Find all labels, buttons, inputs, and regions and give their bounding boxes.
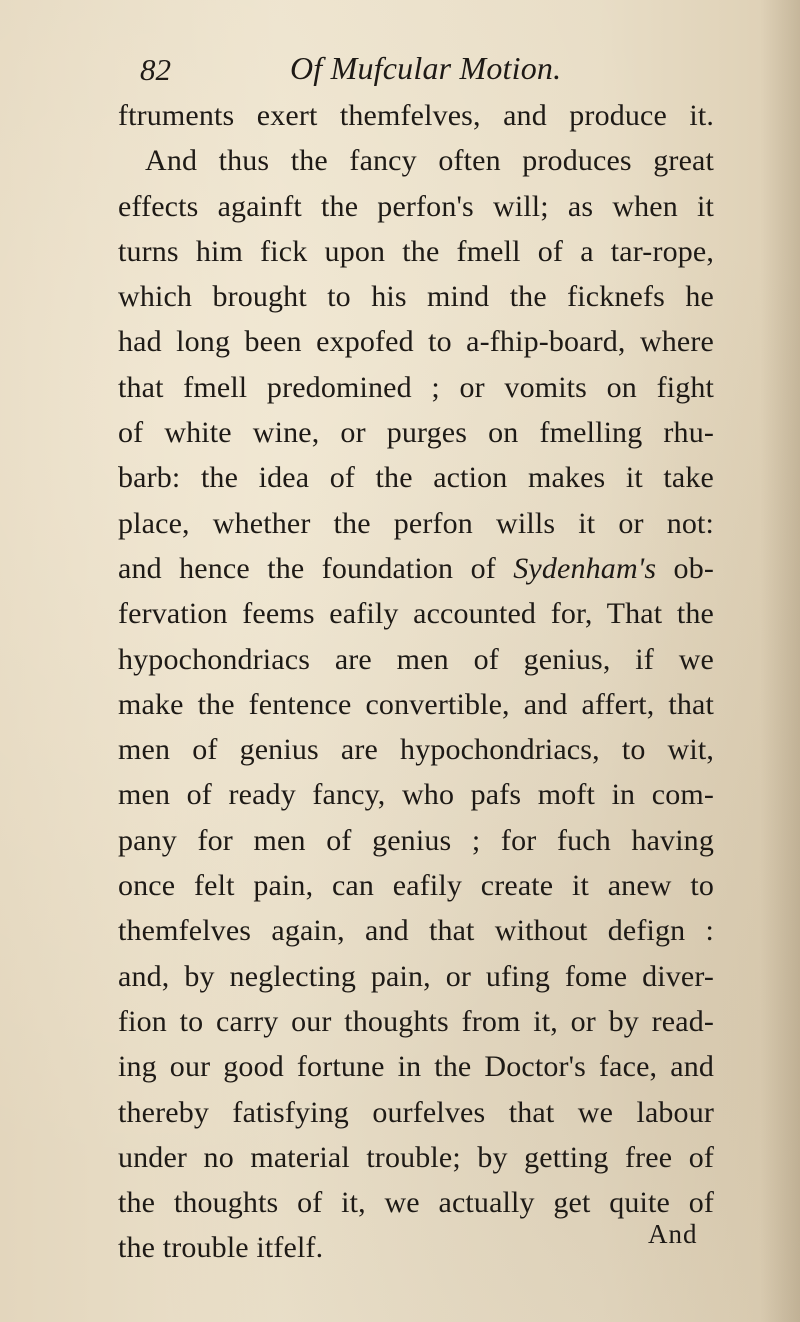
text-line: themfelves again, and that without defign : [118,914,714,948]
text-line: men of ready fancy, who pafs moft in com- [118,778,714,812]
text-line: turns him fick upon the fmell of a tar-rope, [118,234,714,268]
text-line: once felt pain, can eafily create it anew to [118,869,714,903]
page-header [140,46,700,96]
italic-proper-name: Sydenham's [513,551,657,585]
text-line: which brought to his mind the ficknefs he [118,280,714,314]
text-line: place, whether the perfon wills it or not: [118,506,714,540]
text-line: barb: the idea of the action makes it take [118,461,714,495]
text-line: fervation feems eafily accounted for, That the [118,597,714,631]
text-line: under no material trouble; by getting free of [118,1140,714,1174]
running-title: Of Mufcular Motion. [290,50,562,86]
text-line: make the fentence convertible, and affert, that [118,687,714,721]
text-line: men of genius are hypochondriacs, to wit, [118,733,714,767]
text-line: and hence the foundation of Sydenham's ob- [118,551,715,585]
text-line: fion to carry our thoughts from it, or by read- [118,1004,714,1038]
catchword: And [648,1219,698,1249]
text-line: hypochondriacs are men of genius, if we [118,642,714,676]
text-line: that fmell predomined ; or vomits on fight [118,370,714,404]
text-line: and, by neglecting pain, or ufing fome diver- [118,959,714,993]
text-line: of white wine, or purges on fmelling rhu- [118,416,714,450]
text-line: ftruments exert themfelves, and produce it. [118,99,714,132]
page-edge-shadow [760,0,800,1322]
body-text [118,93,714,1271]
text-line: the thoughts of it, we actually get quite of [118,1186,714,1220]
text-line: the trouble itfelf. [118,1231,324,1265]
text-line: pany for men of genius ; for fuch having [118,823,714,857]
text-line: had long been expofed to a-fhip-board, where [118,325,714,359]
text-line: And thus the fancy often produces great [145,144,714,178]
page-number: 82 [140,52,171,87]
text-line: thereby fatisfying ourfelves that we labour [118,1095,714,1129]
text-line: ing our good fortune in the Doctor's face, and [118,1050,714,1084]
text-line: effects againft the perfon's will; as when it [118,189,714,223]
